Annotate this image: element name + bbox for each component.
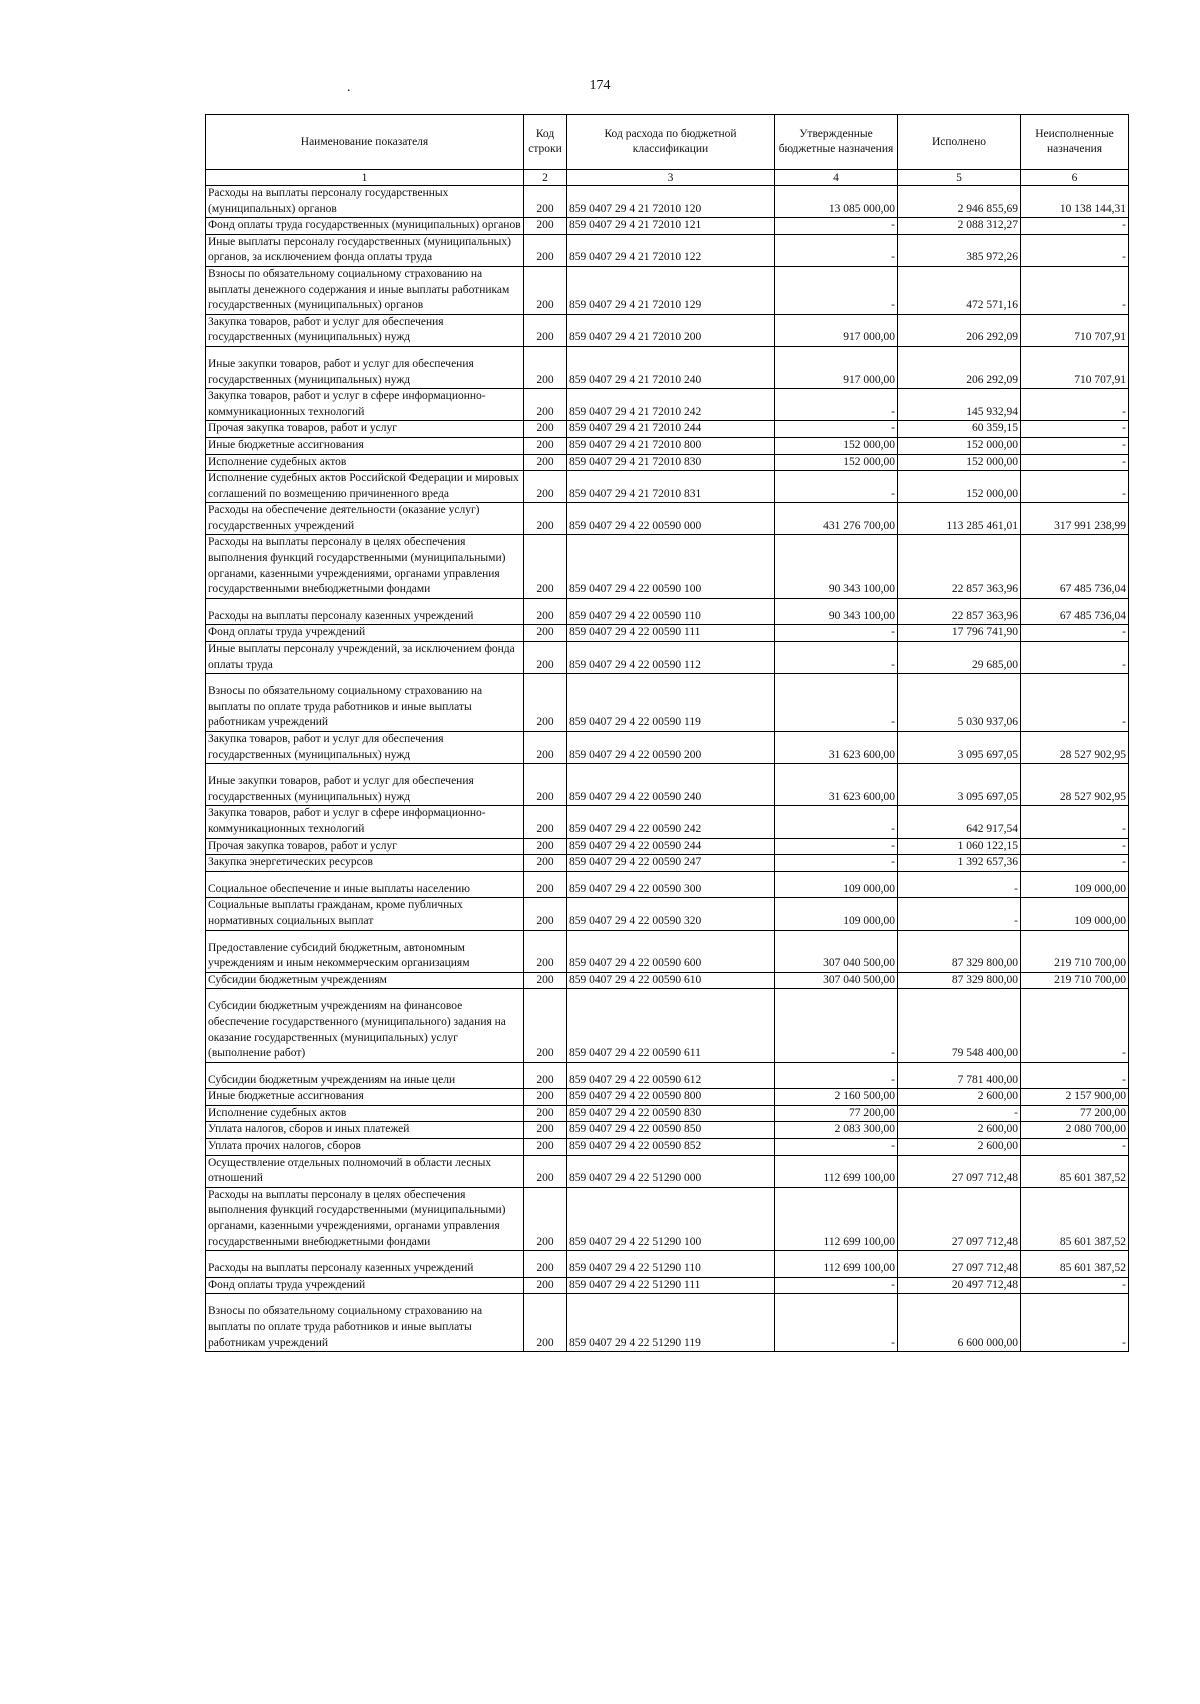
- row-name-cell: Взносы по обязательному социальному страхованию на выплаты по оплате труда работников и иные выплаты работникам учреждений: [206, 674, 524, 732]
- row-line-code-cell: 200: [524, 855, 567, 872]
- row-executed-cell: 7 781 400,00: [898, 1062, 1021, 1089]
- row-approved-cell: 2 083 300,00: [775, 1122, 898, 1139]
- row-budget-code-cell: 859 0407 29 4 21 72010 120: [567, 186, 775, 218]
- row-line-code-cell: 200: [524, 642, 567, 674]
- row-name-cell: Прочая закупка товаров, работ и услуг: [206, 421, 524, 438]
- row-line-code-cell: 200: [524, 389, 567, 421]
- row-budget-code-cell: 859 0407 29 4 22 00590 300: [567, 871, 775, 898]
- row-name-cell: Закупка товаров, работ и услуг для обеспечения государственных (муниципальных) нужд: [206, 314, 524, 346]
- row-approved-cell: 31 623 600,00: [775, 764, 898, 806]
- row-unexecuted-cell: -: [1021, 218, 1129, 235]
- row-name-cell: Расходы на выплаты персоналу казенных учреждений: [206, 1251, 524, 1278]
- row-budget-code-cell: 859 0407 29 4 21 72010 242: [567, 389, 775, 421]
- table-row: [206, 930, 1129, 972]
- row-approved-cell: -: [775, 674, 898, 732]
- table-row: [206, 1251, 1129, 1278]
- table-row: [206, 389, 1129, 421]
- row-approved-cell: 90 343 100,00: [775, 535, 898, 598]
- row-budget-code-cell: 859 0407 29 4 22 00590 611: [567, 989, 775, 1062]
- row-approved-cell: -: [775, 1062, 898, 1089]
- row-unexecuted-cell: -: [1021, 1277, 1129, 1294]
- row-line-code-cell: 200: [524, 838, 567, 855]
- row-unexecuted-cell: 77 200,00: [1021, 1105, 1129, 1122]
- row-budget-code-cell: 859 0407 29 4 21 72010 122: [567, 234, 775, 266]
- table-row: [206, 1155, 1129, 1187]
- row-budget-code-cell: 859 0407 29 4 21 72010 129: [567, 266, 775, 314]
- table-row: [206, 806, 1129, 838]
- row-line-code-cell: 200: [524, 314, 567, 346]
- row-unexecuted-cell: -: [1021, 855, 1129, 872]
- row-approved-cell: -: [775, 838, 898, 855]
- row-approved-cell: -: [775, 855, 898, 872]
- row-unexecuted-cell: -: [1021, 454, 1129, 471]
- row-unexecuted-cell: 219 710 700,00: [1021, 972, 1129, 989]
- row-unexecuted-cell: 67 485 736,04: [1021, 535, 1129, 598]
- row-executed-cell: -: [898, 871, 1021, 898]
- row-approved-cell: 917 000,00: [775, 346, 898, 388]
- row-name-cell: Иные закупки товаров, работ и услуг для обеспечения государственных (муниципальных) нужд: [206, 346, 524, 388]
- row-approved-cell: 77 200,00: [775, 1105, 898, 1122]
- row-budget-code-cell: 859 0407 29 4 21 72010 121: [567, 218, 775, 235]
- table-row: [206, 314, 1129, 346]
- row-line-code-cell: 200: [524, 421, 567, 438]
- budget-execution-table: [205, 114, 1129, 1352]
- row-name-cell: Взносы по обязательному социальному страхованию на выплаты денежного содержания и иные выплаты работникам государственных (муниципальных) органов: [206, 266, 524, 314]
- row-line-code-cell: 200: [524, 1089, 567, 1106]
- row-budget-code-cell: 859 0407 29 4 22 00590 247: [567, 855, 775, 872]
- column-number: 4: [775, 170, 898, 186]
- row-executed-cell: 1 060 122,15: [898, 838, 1021, 855]
- row-line-code-cell: 200: [524, 437, 567, 454]
- row-name-cell: Расходы на выплаты персоналу в целях обеспечения выполнения функций государственными (муниципальными) органами, казенными учреждениями, органами управления государственными внебюджетными фондами: [206, 1187, 524, 1250]
- row-name-cell: Иные бюджетные ассигнования: [206, 437, 524, 454]
- row-unexecuted-cell: -: [1021, 266, 1129, 314]
- table-row: [206, 218, 1129, 235]
- header-executed: Исполнено: [898, 115, 1021, 170]
- row-budget-code-cell: 859 0407 29 4 22 00590 000: [567, 503, 775, 535]
- row-budget-code-cell: 859 0407 29 4 22 00590 200: [567, 732, 775, 764]
- table-row: [206, 234, 1129, 266]
- row-approved-cell: -: [775, 421, 898, 438]
- header-budget-classification-code: Код расхода по бюджетной классификации: [567, 115, 775, 170]
- row-line-code-cell: 200: [524, 1139, 567, 1156]
- table-row: [206, 871, 1129, 898]
- table-row: [206, 598, 1129, 625]
- row-executed-cell: 206 292,09: [898, 314, 1021, 346]
- row-budget-code-cell: 859 0407 29 4 21 72010 244: [567, 421, 775, 438]
- row-budget-code-cell: 859 0407 29 4 22 00590 610: [567, 972, 775, 989]
- row-unexecuted-cell: -: [1021, 234, 1129, 266]
- row-name-cell: Субсидии бюджетным учреждениям на финансовое обеспечение государственного (муниципального) задания на оказание государственных (муниципальных) услуг (выполнение работ): [206, 989, 524, 1062]
- row-approved-cell: -: [775, 471, 898, 503]
- row-name-cell: Закупка товаров, работ и услуг в сфере информационно-коммуникационных технологий: [206, 806, 524, 838]
- row-unexecuted-cell: 710 707,91: [1021, 314, 1129, 346]
- table-row: [206, 642, 1129, 674]
- row-budget-code-cell: 859 0407 29 4 22 51290 100: [567, 1187, 775, 1250]
- row-budget-code-cell: 859 0407 29 4 22 00590 111: [567, 625, 775, 642]
- row-budget-code-cell: 859 0407 29 4 22 51290 111: [567, 1277, 775, 1294]
- row-approved-cell: -: [775, 389, 898, 421]
- row-line-code-cell: 200: [524, 454, 567, 471]
- table-row: [206, 454, 1129, 471]
- table-row: [206, 1294, 1129, 1352]
- row-unexecuted-cell: 85 601 387,52: [1021, 1187, 1129, 1250]
- row-executed-cell: 2 600,00: [898, 1139, 1021, 1156]
- row-name-cell: Фонд оплаты труда учреждений: [206, 625, 524, 642]
- row-executed-cell: 17 796 741,90: [898, 625, 1021, 642]
- row-budget-code-cell: 859 0407 29 4 22 00590 320: [567, 898, 775, 930]
- row-budget-code-cell: 859 0407 29 4 22 00590 612: [567, 1062, 775, 1089]
- row-executed-cell: 385 972,26: [898, 234, 1021, 266]
- row-budget-code-cell: 859 0407 29 4 21 72010 240: [567, 346, 775, 388]
- row-executed-cell: 20 497 712,48: [898, 1277, 1021, 1294]
- table-row: [206, 764, 1129, 806]
- row-executed-cell: 145 932,94: [898, 389, 1021, 421]
- row-line-code-cell: 200: [524, 898, 567, 930]
- row-approved-cell: 112 699 100,00: [775, 1251, 898, 1278]
- row-line-code-cell: 200: [524, 535, 567, 598]
- row-budget-code-cell: 859 0407 29 4 22 00590 100: [567, 535, 775, 598]
- row-budget-code-cell: 859 0407 29 4 21 72010 830: [567, 454, 775, 471]
- table-row: [206, 1105, 1129, 1122]
- row-line-code-cell: 200: [524, 1187, 567, 1250]
- table-row: [206, 855, 1129, 872]
- row-approved-cell: 307 040 500,00: [775, 930, 898, 972]
- row-budget-code-cell: 859 0407 29 4 22 00590 852: [567, 1139, 775, 1156]
- row-name-cell: Исполнение судебных актов: [206, 454, 524, 471]
- row-budget-code-cell: 859 0407 29 4 22 00590 110: [567, 598, 775, 625]
- row-budget-code-cell: 859 0407 29 4 22 00590 850: [567, 1122, 775, 1139]
- row-unexecuted-cell: 109 000,00: [1021, 871, 1129, 898]
- row-unexecuted-cell: 317 991 238,99: [1021, 503, 1129, 535]
- row-executed-cell: 2 600,00: [898, 1122, 1021, 1139]
- row-line-code-cell: 200: [524, 989, 567, 1062]
- row-unexecuted-cell: 85 601 387,52: [1021, 1155, 1129, 1187]
- stray-dot: .: [347, 80, 351, 95]
- row-line-code-cell: 200: [524, 674, 567, 732]
- table-row: [206, 535, 1129, 598]
- row-unexecuted-cell: 2 080 700,00: [1021, 1122, 1129, 1139]
- row-executed-cell: 60 359,15: [898, 421, 1021, 438]
- row-executed-cell: 152 000,00: [898, 437, 1021, 454]
- row-unexecuted-cell: 67 485 736,04: [1021, 598, 1129, 625]
- row-executed-cell: 642 917,54: [898, 806, 1021, 838]
- table-row: [206, 1062, 1129, 1089]
- row-name-cell: Субсидии бюджетным учреждениям на иные цели: [206, 1062, 524, 1089]
- row-line-code-cell: 200: [524, 1105, 567, 1122]
- row-budget-code-cell: 859 0407 29 4 22 00590 112: [567, 642, 775, 674]
- row-executed-cell: 3 095 697,05: [898, 764, 1021, 806]
- row-approved-cell: -: [775, 1277, 898, 1294]
- row-unexecuted-cell: 28 527 902,95: [1021, 732, 1129, 764]
- row-line-code-cell: 200: [524, 1122, 567, 1139]
- row-approved-cell: -: [775, 989, 898, 1062]
- row-approved-cell: 431 276 700,00: [775, 503, 898, 535]
- row-line-code-cell: 200: [524, 1155, 567, 1187]
- row-executed-cell: 87 329 800,00: [898, 930, 1021, 972]
- header-unexecuted-appropriations: Неисполненные назначения: [1021, 115, 1129, 170]
- row-executed-cell: 113 285 461,01: [898, 503, 1021, 535]
- row-approved-cell: 112 699 100,00: [775, 1155, 898, 1187]
- row-unexecuted-cell: -: [1021, 989, 1129, 1062]
- row-approved-cell: -: [775, 234, 898, 266]
- row-approved-cell: 2 160 500,00: [775, 1089, 898, 1106]
- row-executed-cell: 87 329 800,00: [898, 972, 1021, 989]
- row-executed-cell: 29 685,00: [898, 642, 1021, 674]
- row-unexecuted-cell: 2 157 900,00: [1021, 1089, 1129, 1106]
- row-line-code-cell: 200: [524, 503, 567, 535]
- row-name-cell: Предоставление субсидий бюджетным, автономным учреждениям и иным некоммерческим организациям: [206, 930, 524, 972]
- table-row: [206, 1187, 1129, 1250]
- row-executed-cell: 27 097 712,48: [898, 1251, 1021, 1278]
- table-row: [206, 1277, 1129, 1294]
- table-row: [206, 989, 1129, 1062]
- table-row: [206, 732, 1129, 764]
- row-budget-code-cell: 859 0407 29 4 22 51290 000: [567, 1155, 775, 1187]
- row-approved-cell: 152 000,00: [775, 437, 898, 454]
- table-row: [206, 1089, 1129, 1106]
- row-name-cell: Осуществление отдельных полномочий в области лесных отношений: [206, 1155, 524, 1187]
- row-name-cell: Исполнение судебных актов Российской Федерации и мировых соглашений по возмещению причиненного вреда: [206, 471, 524, 503]
- row-line-code-cell: 200: [524, 764, 567, 806]
- table-row: [206, 674, 1129, 732]
- row-name-cell: Иные выплаты персоналу учреждений, за исключением фонда оплаты труда: [206, 642, 524, 674]
- row-approved-cell: 112 699 100,00: [775, 1187, 898, 1250]
- row-approved-cell: 917 000,00: [775, 314, 898, 346]
- row-approved-cell: -: [775, 266, 898, 314]
- row-unexecuted-cell: 710 707,91: [1021, 346, 1129, 388]
- table-row: [206, 898, 1129, 930]
- table-row: [206, 972, 1129, 989]
- row-approved-cell: -: [775, 218, 898, 235]
- table-row: [206, 625, 1129, 642]
- table-row: [206, 838, 1129, 855]
- row-executed-cell: -: [898, 1105, 1021, 1122]
- row-budget-code-cell: 859 0407 29 4 21 72010 800: [567, 437, 775, 454]
- row-approved-cell: 90 343 100,00: [775, 598, 898, 625]
- row-executed-cell: 79 548 400,00: [898, 989, 1021, 1062]
- row-name-cell: Исполнение судебных актов: [206, 1105, 524, 1122]
- row-unexecuted-cell: 85 601 387,52: [1021, 1251, 1129, 1278]
- row-line-code-cell: 200: [524, 471, 567, 503]
- row-name-cell: Расходы на обеспечение деятельности (оказание услуг) государственных учреждений: [206, 503, 524, 535]
- column-number: 5: [898, 170, 1021, 186]
- row-approved-cell: -: [775, 625, 898, 642]
- row-line-code-cell: 200: [524, 972, 567, 989]
- header-row: [206, 115, 1129, 170]
- row-unexecuted-cell: 109 000,00: [1021, 898, 1129, 930]
- row-line-code-cell: 200: [524, 1062, 567, 1089]
- row-line-code-cell: 200: [524, 598, 567, 625]
- row-executed-cell: 22 857 363,96: [898, 535, 1021, 598]
- row-unexecuted-cell: -: [1021, 471, 1129, 503]
- row-executed-cell: 27 097 712,48: [898, 1155, 1021, 1187]
- row-name-cell: Субсидии бюджетным учреждениям: [206, 972, 524, 989]
- row-executed-cell: 472 571,16: [898, 266, 1021, 314]
- row-budget-code-cell: 859 0407 29 4 22 00590 830: [567, 1105, 775, 1122]
- row-name-cell: Иные выплаты персоналу государственных (муниципальных) органов, за исключением фонда оплаты труда: [206, 234, 524, 266]
- header-approved-appropriations: Утвержденные бюджетные назначения: [775, 115, 898, 170]
- row-approved-cell: -: [775, 1294, 898, 1352]
- table-row: [206, 1122, 1129, 1139]
- row-executed-cell: 2 600,00: [898, 1089, 1021, 1106]
- row-line-code-cell: 200: [524, 1277, 567, 1294]
- row-line-code-cell: 200: [524, 218, 567, 235]
- row-budget-code-cell: 859 0407 29 4 22 00590 244: [567, 838, 775, 855]
- row-unexecuted-cell: 10 138 144,31: [1021, 186, 1129, 218]
- row-name-cell: Закупка энергетических ресурсов: [206, 855, 524, 872]
- row-executed-cell: 152 000,00: [898, 471, 1021, 503]
- row-line-code-cell: 200: [524, 871, 567, 898]
- row-line-code-cell: 200: [524, 1251, 567, 1278]
- table-row: [206, 346, 1129, 388]
- row-executed-cell: 1 392 657,36: [898, 855, 1021, 872]
- row-name-cell: Прочая закупка товаров, работ и услуг: [206, 838, 524, 855]
- row-approved-cell: -: [775, 642, 898, 674]
- row-unexecuted-cell: -: [1021, 1139, 1129, 1156]
- row-executed-cell: 3 095 697,05: [898, 732, 1021, 764]
- table-row: [206, 503, 1129, 535]
- row-name-cell: Уплата прочих налогов, сборов: [206, 1139, 524, 1156]
- row-approved-cell: 307 040 500,00: [775, 972, 898, 989]
- row-line-code-cell: 200: [524, 266, 567, 314]
- row-name-cell: Фонд оплаты труда учреждений: [206, 1277, 524, 1294]
- row-unexecuted-cell: -: [1021, 437, 1129, 454]
- column-number: 2: [524, 170, 567, 186]
- table-row: [206, 266, 1129, 314]
- row-line-code-cell: 200: [524, 625, 567, 642]
- row-name-cell: Социальное обеспечение и иные выплаты населению: [206, 871, 524, 898]
- row-approved-cell: 109 000,00: [775, 871, 898, 898]
- row-unexecuted-cell: 219 710 700,00: [1021, 930, 1129, 972]
- row-executed-cell: 5 030 937,06: [898, 674, 1021, 732]
- row-executed-cell: 2 088 312,27: [898, 218, 1021, 235]
- row-budget-code-cell: 859 0407 29 4 22 00590 240: [567, 764, 775, 806]
- row-budget-code-cell: 859 0407 29 4 22 51290 110: [567, 1251, 775, 1278]
- row-approved-cell: 31 623 600,00: [775, 732, 898, 764]
- row-name-cell: Закупка товаров, работ и услуг в сфере информационно-коммуникационных технологий: [206, 389, 524, 421]
- row-budget-code-cell: 859 0407 29 4 22 00590 800: [567, 1089, 775, 1106]
- row-unexecuted-cell: -: [1021, 625, 1129, 642]
- row-name-cell: Закупка товаров, работ и услуг для обеспечения государственных (муниципальных) нужд: [206, 732, 524, 764]
- row-name-cell: Взносы по обязательному социальному страхованию на выплаты по оплате труда работников и иные выплаты работникам учреждений: [206, 1294, 524, 1352]
- table-row: [206, 186, 1129, 218]
- row-unexecuted-cell: -: [1021, 421, 1129, 438]
- row-executed-cell: 2 946 855,69: [898, 186, 1021, 218]
- row-line-code-cell: 200: [524, 234, 567, 266]
- row-executed-cell: 152 000,00: [898, 454, 1021, 471]
- row-approved-cell: 152 000,00: [775, 454, 898, 471]
- table-body: [206, 186, 1129, 1352]
- table-row: [206, 421, 1129, 438]
- row-budget-code-cell: 859 0407 29 4 22 00590 119: [567, 674, 775, 732]
- row-budget-code-cell: 859 0407 29 4 22 00590 242: [567, 806, 775, 838]
- column-number: 1: [206, 170, 524, 186]
- row-name-cell: Расходы на выплаты персоналу государственных (муниципальных) органов: [206, 186, 524, 218]
- table-row: [206, 471, 1129, 503]
- column-number: 3: [567, 170, 775, 186]
- row-executed-cell: 27 097 712,48: [898, 1187, 1021, 1250]
- header-line-code: Код строки: [524, 115, 567, 170]
- row-approved-cell: -: [775, 1139, 898, 1156]
- row-name-cell: Уплата налогов, сборов и иных платежей: [206, 1122, 524, 1139]
- row-line-code-cell: 200: [524, 930, 567, 972]
- row-budget-code-cell: 859 0407 29 4 21 72010 200: [567, 314, 775, 346]
- row-unexecuted-cell: -: [1021, 1294, 1129, 1352]
- row-budget-code-cell: 859 0407 29 4 22 51290 119: [567, 1294, 775, 1352]
- row-unexecuted-cell: -: [1021, 389, 1129, 421]
- table-row: [206, 1139, 1129, 1156]
- row-line-code-cell: 200: [524, 806, 567, 838]
- row-name-cell: Расходы на выплаты персоналу казенных учреждений: [206, 598, 524, 625]
- row-approved-cell: 13 085 000,00: [775, 186, 898, 218]
- row-unexecuted-cell: -: [1021, 806, 1129, 838]
- row-line-code-cell: 200: [524, 186, 567, 218]
- row-unexecuted-cell: -: [1021, 674, 1129, 732]
- row-name-cell: Социальные выплаты гражданам, кроме публичных нормативных социальных выплат: [206, 898, 524, 930]
- column-numbers-row: [206, 170, 1129, 186]
- row-executed-cell: -: [898, 898, 1021, 930]
- row-unexecuted-cell: -: [1021, 838, 1129, 855]
- row-name-cell: Иные бюджетные ассигнования: [206, 1089, 524, 1106]
- header-indicator-name: Наименование показателя: [206, 115, 524, 170]
- row-unexecuted-cell: 28 527 902,95: [1021, 764, 1129, 806]
- page-number: 174: [589, 78, 611, 93]
- column-number: 6: [1021, 170, 1129, 186]
- row-executed-cell: 6 600 000,00: [898, 1294, 1021, 1352]
- row-approved-cell: -: [775, 806, 898, 838]
- row-executed-cell: 206 292,09: [898, 346, 1021, 388]
- row-line-code-cell: 200: [524, 732, 567, 764]
- row-name-cell: Фонд оплаты труда государственных (муниципальных) органов: [206, 218, 524, 235]
- row-name-cell: Иные закупки товаров, работ и услуг для обеспечения государственных (муниципальных) нужд: [206, 764, 524, 806]
- table-row: [206, 437, 1129, 454]
- row-budget-code-cell: 859 0407 29 4 21 72010 831: [567, 471, 775, 503]
- row-unexecuted-cell: -: [1021, 642, 1129, 674]
- row-unexecuted-cell: -: [1021, 1062, 1129, 1089]
- row-line-code-cell: 200: [524, 1294, 567, 1352]
- row-executed-cell: 22 857 363,96: [898, 598, 1021, 625]
- row-budget-code-cell: 859 0407 29 4 22 00590 600: [567, 930, 775, 972]
- row-name-cell: Расходы на выплаты персоналу в целях обеспечения выполнения функций государственными (муниципальными) органами, казенными учреждениями, органами управления государственными внебюджетными фондами: [206, 535, 524, 598]
- row-line-code-cell: 200: [524, 346, 567, 388]
- row-approved-cell: 109 000,00: [775, 898, 898, 930]
